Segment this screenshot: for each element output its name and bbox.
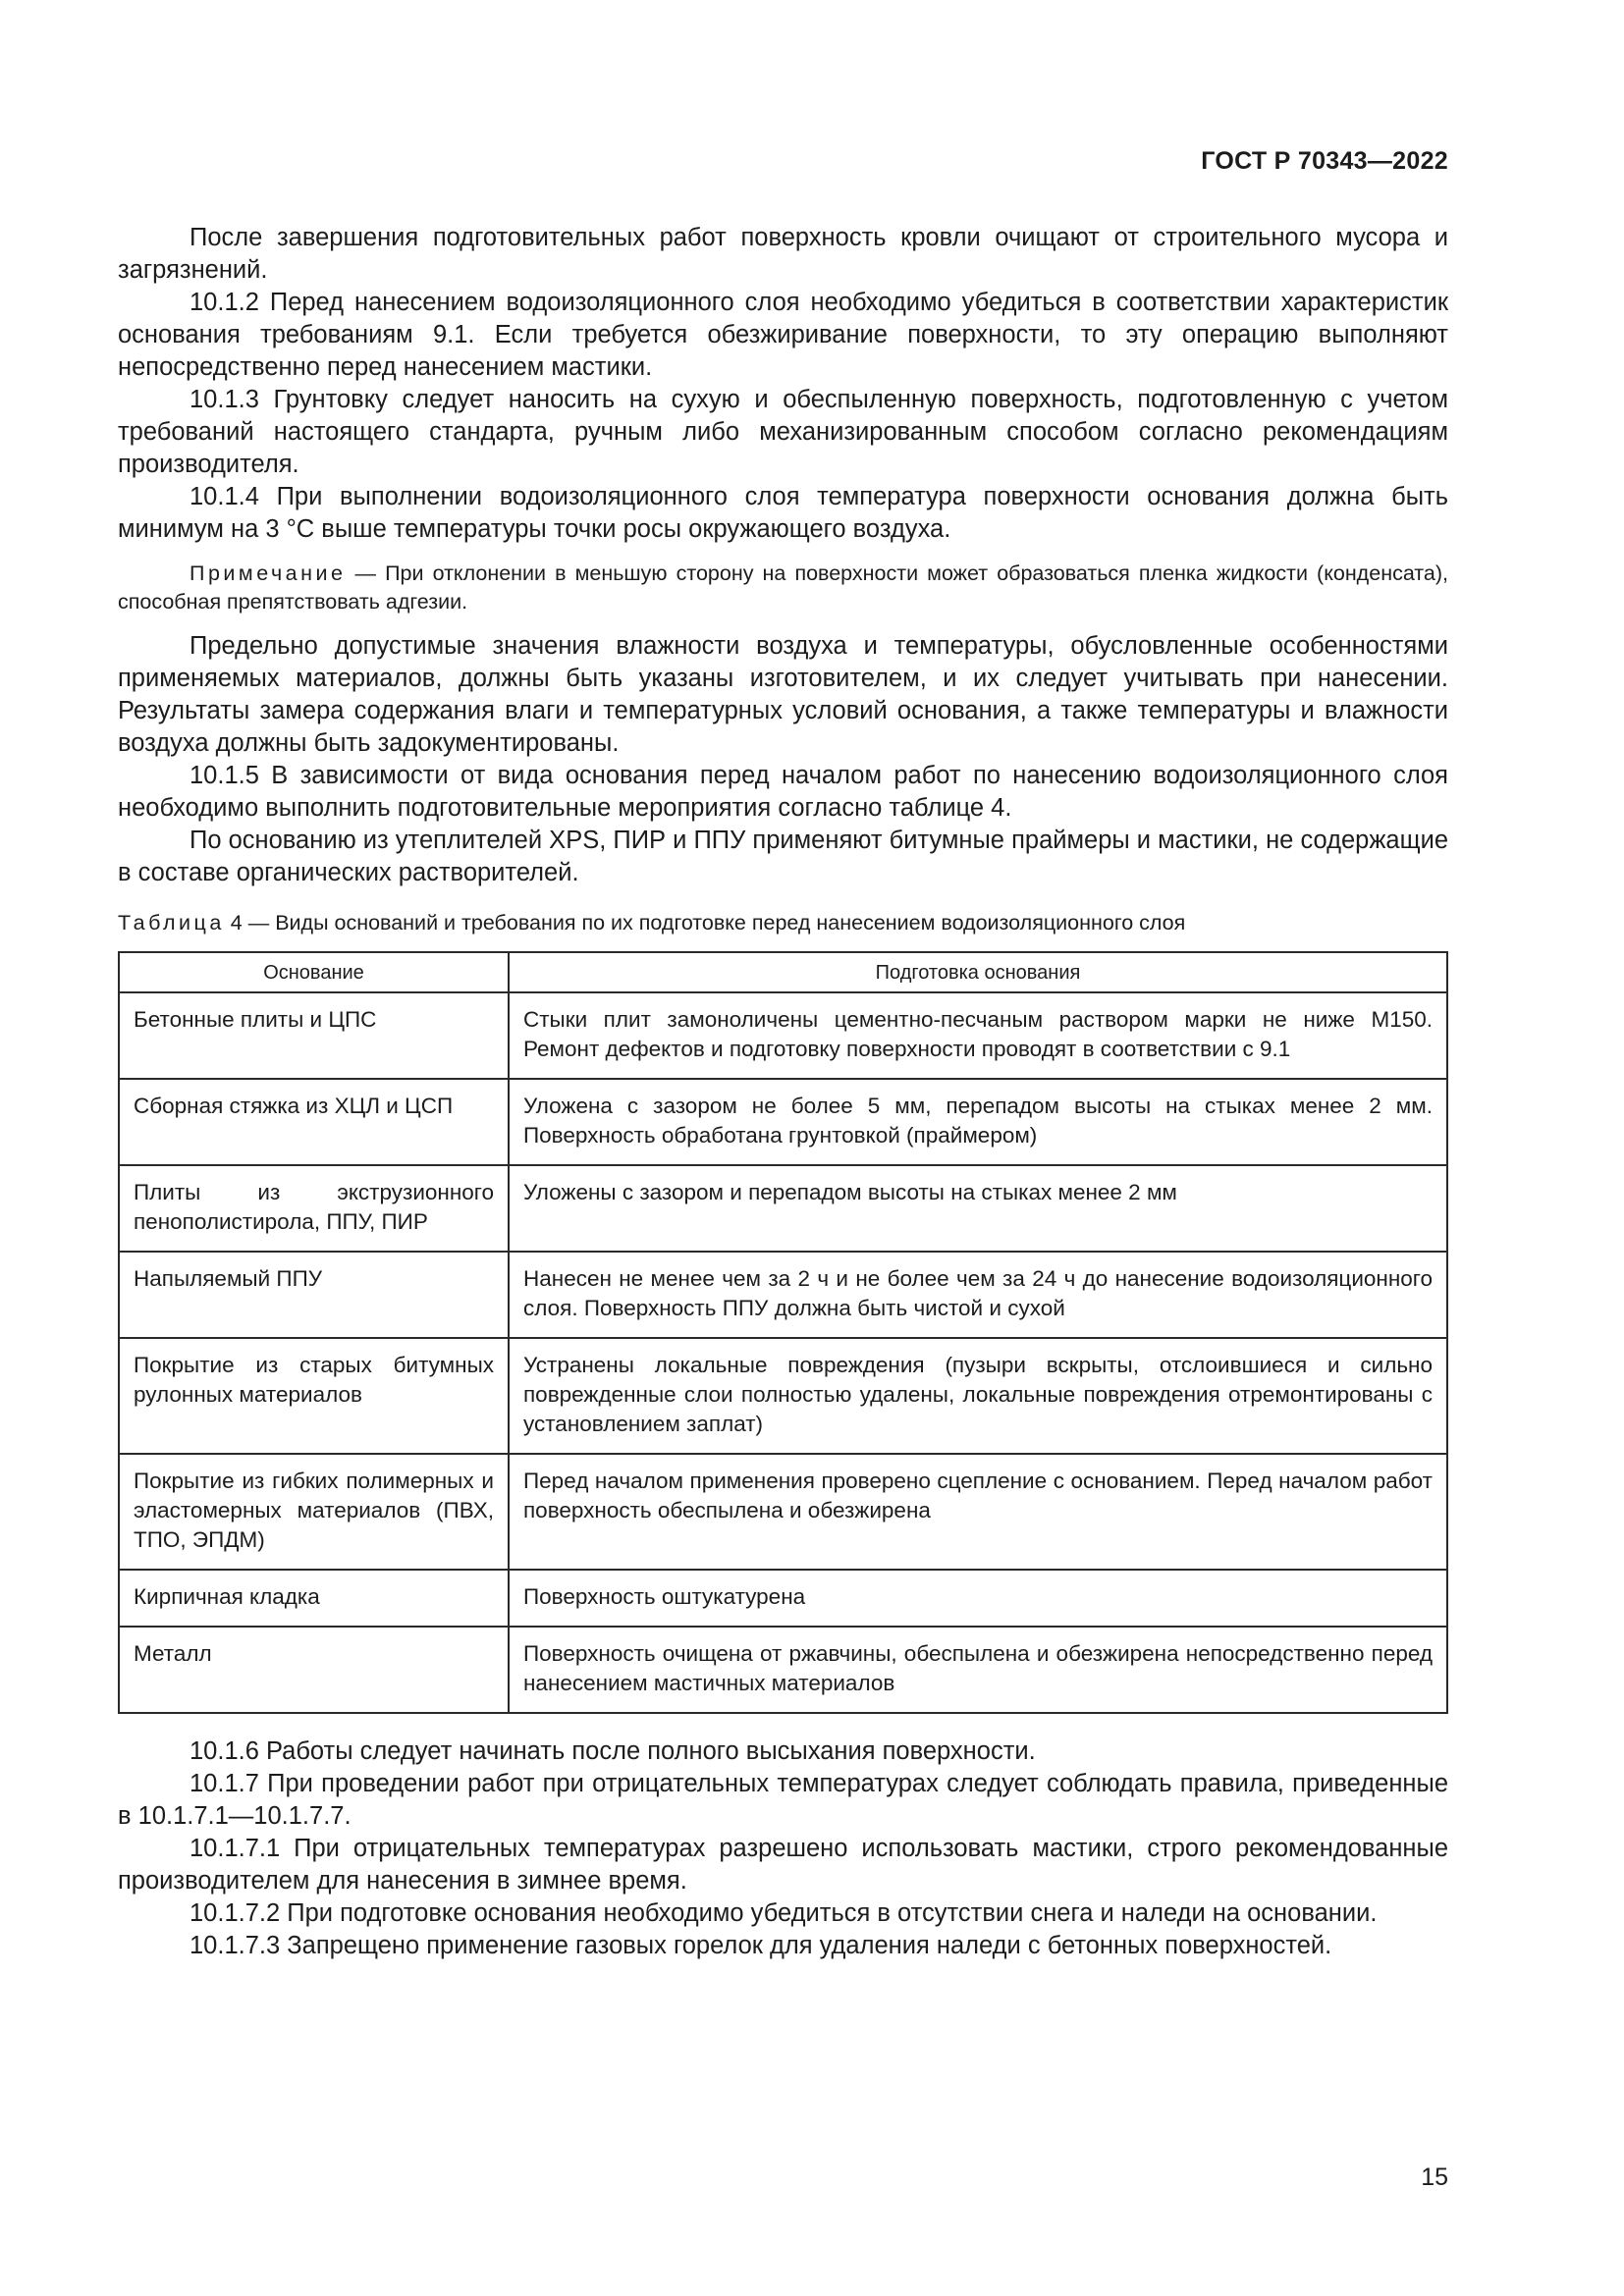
table-header-cell: Основание bbox=[119, 952, 509, 992]
paragraph: 10.1.7 При проведении работ при отрицательных температурах следует соблюдать правила, приведенные в 10.1.7.1—10.1.7.7. bbox=[118, 1770, 1448, 1830]
paragraph: После завершения подготовительных работ поверхность кровли очищают от строительного мусора и загрязнений. bbox=[118, 224, 1448, 284]
table-cell-base: Металл bbox=[119, 1627, 509, 1713]
table-cell-preparation: Уложена с зазором не более 5 мм, перепадом высоты на стыках менее 2 мм. Поверхность обработана грунтовкой (праймером) bbox=[509, 1079, 1447, 1165]
table-row bbox=[119, 992, 1447, 1079]
table-cell-base: Покрытие из гибких полимерных и эластомерных материалов (ПВХ, ТПО, ЭПДМ) bbox=[119, 1454, 509, 1570]
paragraph: 10.1.7.1 При отрицательных температурах разрешено использовать мастики, строго рекомендованные производителем для нанесения в зимнее время. bbox=[118, 1835, 1448, 1895]
table-caption-text: 4 — Виды оснований и требования по их подготовке перед нанесением водоизоляционного слоя bbox=[224, 911, 1186, 934]
note-text: — При отклонении в меньшую сторону на поверхности может образоваться пленка жидкости (конденсата), способная препятствовать адгезии. bbox=[118, 561, 1448, 614]
paragraph: 10.1.7.2 При подготовке основания необходимо убедиться в отсутствии снега и наледи на основании. bbox=[189, 1899, 1378, 1927]
table-caption-label: Таблица bbox=[118, 911, 225, 934]
paragraph: 10.1.5 В зависимости от вида основания перед началом работ по нанесению водоизоляционного слоя необходимо выполнить подготовительные мероприятия согласно таблице 4. bbox=[118, 762, 1448, 822]
paragraph: 10.1.2 Перед нанесением водоизоляционного слоя необходимо убедиться в соответствии характеристик основания требованиям 9.1. Если требуется обезжиривание поверхности, то эту операцию выполняют непосредственно перед нанесением мастики. bbox=[118, 289, 1448, 381]
table-row bbox=[119, 1079, 1447, 1165]
table-cell-preparation: Перед началом применения проверено сцепление с основанием. Перед началом работ поверхность обеспылена и обезжирена bbox=[509, 1454, 1447, 1570]
table-cell-base: Сборная стяжка из ХЦЛ и ЦСП bbox=[119, 1079, 509, 1165]
table-row bbox=[119, 1454, 1447, 1570]
page-number: 15 bbox=[1421, 2163, 1448, 2191]
paragraph: Предельно допустимые значения влажности воздуха и температуры, обусловленные особенностями применяемых материалов, должны быть указаны изготовителем, и их следует учитывать при нанесении. Результаты замера содержания влаги и температурных условий основания, а также температуры и влажности воздуха должны быть задокументированы. bbox=[118, 632, 1448, 757]
table-cell-preparation: Стыки плит замоноличены цементно-песчаным раствором марки не ниже М150. Ремонт дефектов и подготовку поверхности проводят в соответствии с 9.1 bbox=[509, 992, 1447, 1079]
table-cell-base: Плиты из экструзионного пенополистирола, ППУ, ПИР bbox=[119, 1165, 509, 1252]
table-row bbox=[119, 1252, 1447, 1338]
paragraph: 10.1.6 Работы следует начинать после полного высыхания поверхности. bbox=[189, 1737, 1036, 1765]
table-row bbox=[119, 1570, 1447, 1627]
table-cell-preparation: Поверхность очищена от ржавчины, обеспылена и обезжирена непосредственно перед нанесением мастичных материалов bbox=[509, 1627, 1447, 1713]
page-content bbox=[118, 222, 1448, 1962]
note bbox=[118, 560, 1448, 616]
document-code: ГОСТ Р 70343—2022 bbox=[1201, 147, 1448, 175]
table-row bbox=[119, 1165, 1447, 1252]
table-cell-base: Бетонные плиты и ЦПС bbox=[119, 992, 509, 1079]
table-cell-preparation: Устранены локальные повреждения (пузыри вскрыты, отслоившиеся и сильно поврежденные слои полностью удалены, локальные повреждения отремонтированы с установлением заплат) bbox=[509, 1338, 1447, 1454]
note-label: Примечание bbox=[189, 561, 347, 585]
table-cell-preparation: Поверхность оштукатурена bbox=[509, 1570, 1447, 1627]
paragraph: 10.1.3 Грунтовку следует наносить на сухую и обеспыленную поверхность, подготовленную с учетом требований настоящего стандарта, ручным либо механизированным способом согласно рекомендациям производителя. bbox=[118, 386, 1448, 478]
post-table-section bbox=[118, 1735, 1448, 1962]
table-cell-preparation: Нанесен не менее чем за 2 ч и не более чем за 24 ч до нанесение водоизоляционного слоя. Поверхность ППУ должна быть чистой и сухой bbox=[509, 1252, 1447, 1338]
paragraph: По основанию из утеплителей XPS, ПИР и ППУ применяют битумные праймеры и мастики, не содержащие в составе органических растворителей. bbox=[118, 827, 1448, 886]
base-preparation-table bbox=[118, 951, 1448, 1714]
table-header-row bbox=[119, 952, 1447, 992]
table-cell-preparation: Уложены с зазором и перепадом высоты на стыках менее 2 мм bbox=[509, 1165, 1447, 1252]
table-header-cell: Подготовка основания bbox=[509, 952, 1447, 992]
table-cell-base: Кирпичная кладка bbox=[119, 1570, 509, 1627]
table-cell-base: Напыляемый ППУ bbox=[119, 1252, 509, 1338]
table-row bbox=[119, 1338, 1447, 1454]
table-cell-base: Покрытие из старых битумных рулонных материалов bbox=[119, 1338, 509, 1454]
paragraph: 10.1.4 При выполнении водоизоляционного слоя температура поверхности основания должна быть минимум на 3 °С выше температуры точки росы окружающего воздуха. bbox=[118, 483, 1448, 543]
paragraph: 10.1.7.3 Запрещено применение газовых горелок для удаления наледи с бетонных поверхностей. bbox=[189, 1932, 1332, 1959]
table-row bbox=[119, 1627, 1447, 1713]
table-caption bbox=[118, 908, 1448, 937]
